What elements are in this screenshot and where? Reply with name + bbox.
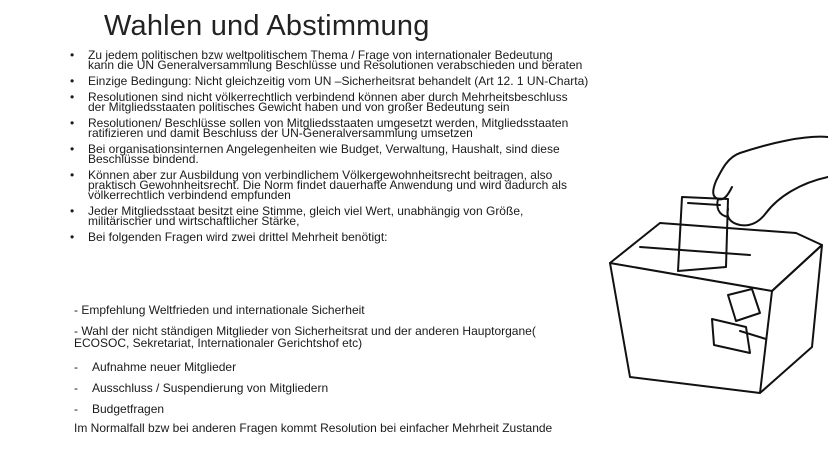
list-item: • Können aber zur Ausbildung von verbindlichem Völkergewohnheitsrecht beitragen, also praktisch Gewohnheitsrecht. Die Norm findet dauerhafte Anwendung und wird dadurch als völkerrechtlich verbindend empfunden: [70, 168, 567, 202]
bullet-icon: •: [70, 204, 75, 218]
list-item: • Resolutionen sind nicht völkerrechtlich verbindend können aber durch Mehrheitsbeschluss der Mitgliedsstaaten politisches Gewicht haben und von großer Bedeutung sein: [70, 90, 568, 114]
list-item: • Einzige Bedingung: Nicht gleichzeitig vom UN –Sicherheitsrat behandelt (Art 12. 1 UN-Charta): [70, 74, 589, 88]
list-item: • Bei folgenden Fragen wird zwei drittel Mehrheit benötigt:: [70, 230, 388, 244]
list-item: • Jeder Mitgliedsstaat besitzt eine Stimme, gleich viel Wert, unabhängig von Größe, militärischer und wirtschaftlicher Stärke,: [70, 204, 524, 228]
bullet-icon: •: [70, 168, 75, 182]
list-item: • Resolutionen/ Beschlüsse sollen von Mitgliedsstaaten umgesetzt werden, Mitgliedsstaaten ratifizieren und damit Beschluss der UN-Generalversammlung umsetzen: [70, 116, 569, 140]
bullet-icon: •: [70, 48, 75, 62]
slide-title: Wahlen und Abstimmung: [104, 10, 430, 42]
bullet-icon: •: [70, 90, 75, 104]
list-item: - Budgetfragen: [74, 402, 165, 416]
plain-line: ECOSOC, Sekretariat, Internationaler Gerichtshof etc): [74, 336, 363, 350]
footer-note: Im Normalfall bzw bei anderen Fragen kommt Resolution bei einfacher Mehrheit Zustande: [74, 421, 553, 435]
bullet-list: [68, 50, 653, 248]
list-item: • Bei organisationsinternen Angelegenheiten wie Budget, Verwaltung, Haushalt, sind diese Beschlüsse bindend.: [70, 142, 560, 166]
plain-line: - Wahl der nicht ständigen Mitglieder von Sicherheitsrat und der anderen Hauptorgane(: [74, 324, 536, 338]
bullet-icon: •: [70, 74, 75, 88]
list-item: • Zu jedem politischen bzw weltpolitischem Thema / Frage von internationaler Bedeutung kann die UN Generalversammlung Beschlüsse und Resolutionen verabschieden und beraten: [70, 48, 583, 72]
dash-icon: -: [74, 360, 78, 374]
ballot-box-hand-icon: [600, 95, 828, 395]
dash-list: [72, 360, 328, 423]
list-item: - Ausschluss / Suspendierung von Mitgliedern: [74, 381, 329, 395]
bullet-icon: •: [70, 142, 75, 156]
list-item: - Aufnahme neuer Mitglieder: [74, 360, 237, 374]
bullet-icon: •: [70, 230, 75, 244]
dash-icon: -: [74, 381, 78, 395]
dash-icon: -: [74, 402, 78, 416]
bullet-icon: •: [70, 116, 75, 130]
plain-line: - Empfehlung Weltfrieden und internationale Sicherheit: [74, 303, 365, 317]
